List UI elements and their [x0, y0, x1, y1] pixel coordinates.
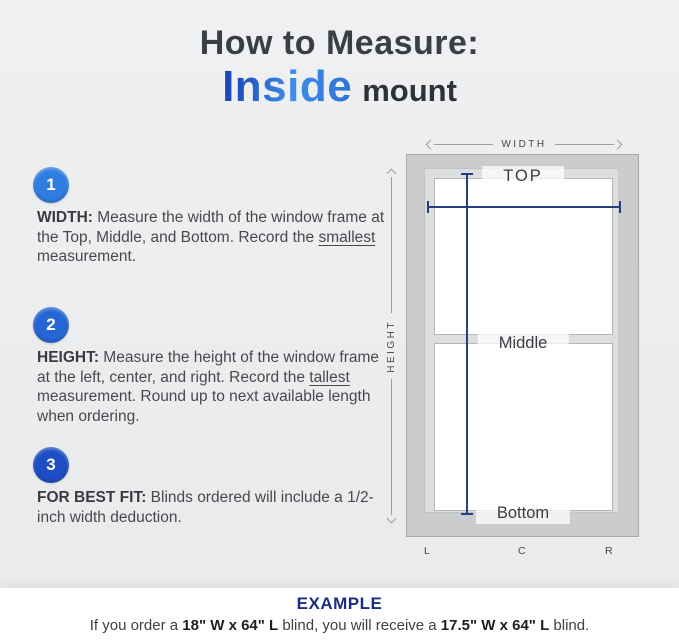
step-3-label: FOR BEST FIT: — [37, 489, 147, 506]
mark-left: L — [424, 545, 431, 557]
label-middle: Middle — [478, 333, 569, 354]
step-1-label: WIDTH: — [37, 209, 93, 226]
step-2-label: HEIGHT: — [37, 349, 99, 366]
step-2-body-end: measurement. Round up to next available length when ordering. — [37, 388, 371, 425]
step-1-body-end: measurement. — [37, 248, 137, 265]
width-arrow — [427, 138, 621, 150]
width-arrow-label: WIDTH — [501, 138, 547, 150]
width-arrow-line — [434, 144, 493, 145]
example-ordered-size: 18" W x 64" L — [182, 617, 279, 634]
height-arrow-line — [391, 379, 392, 515]
step-1-number-badge — [33, 167, 69, 203]
step-3-number: 3 — [46, 455, 56, 474]
step-2-body: Measure the height of the window frame at the left, center, and right. Record the — [37, 349, 380, 386]
step-1-number: 1 — [46, 175, 56, 194]
step-2-number-badge — [33, 307, 69, 343]
window-diagram — [385, 137, 652, 562]
example-pre: If you order a — [89, 617, 183, 634]
width-arrow-line — [555, 144, 614, 145]
arrowhead-up-icon — [386, 169, 396, 179]
step-3-number-badge — [33, 447, 69, 483]
step-1 — [33, 167, 385, 267]
subtitle-highlight: Inside — [222, 62, 353, 111]
label-bottom: Bottom — [476, 503, 570, 524]
header — [0, 24, 679, 112]
height-arrow — [385, 170, 397, 522]
step-2-number: 2 — [46, 315, 56, 334]
example-mid: blind, you will receive a — [278, 617, 441, 634]
step-1-text — [37, 208, 385, 267]
page-subtitle — [0, 62, 679, 112]
arrowhead-left-icon — [426, 139, 436, 149]
arrowhead-right-icon — [613, 139, 623, 149]
step-3-text — [37, 488, 385, 527]
example-heading: EXAMPLE — [296, 594, 383, 613]
window-pane-upper — [434, 178, 613, 335]
example-received-size: 17.5" W x 64" L — [440, 617, 550, 634]
step-1-underlined-word: smallest — [318, 228, 376, 246]
example-section — [0, 588, 679, 642]
page-title: How to Measure: — [199, 24, 480, 62]
window-pane-lower — [434, 343, 613, 511]
step-2-underlined-word: tallest — [309, 368, 350, 386]
height-arrow-line — [391, 177, 392, 313]
step-2 — [33, 307, 385, 426]
step-2-text — [37, 348, 385, 426]
step-1-body: Measure the width of the window frame at the Top, Middle, and Bottom. Record the — [37, 209, 385, 246]
step-3 — [33, 447, 385, 527]
example-post: blind. — [549, 617, 590, 634]
mark-center: C — [518, 545, 527, 557]
example-text — [0, 617, 679, 634]
width-measure-line — [427, 206, 621, 208]
arrowhead-down-icon — [386, 514, 396, 524]
step-3-body: Blinds ordered will include a 1/2-inch width deduction. — [37, 489, 374, 526]
subtitle-suffix: mount — [362, 73, 457, 108]
label-top: TOP — [482, 166, 564, 187]
height-arrow-label: HEIGHT — [385, 319, 397, 373]
height-measure-line — [466, 173, 468, 515]
mark-right: R — [605, 545, 614, 557]
